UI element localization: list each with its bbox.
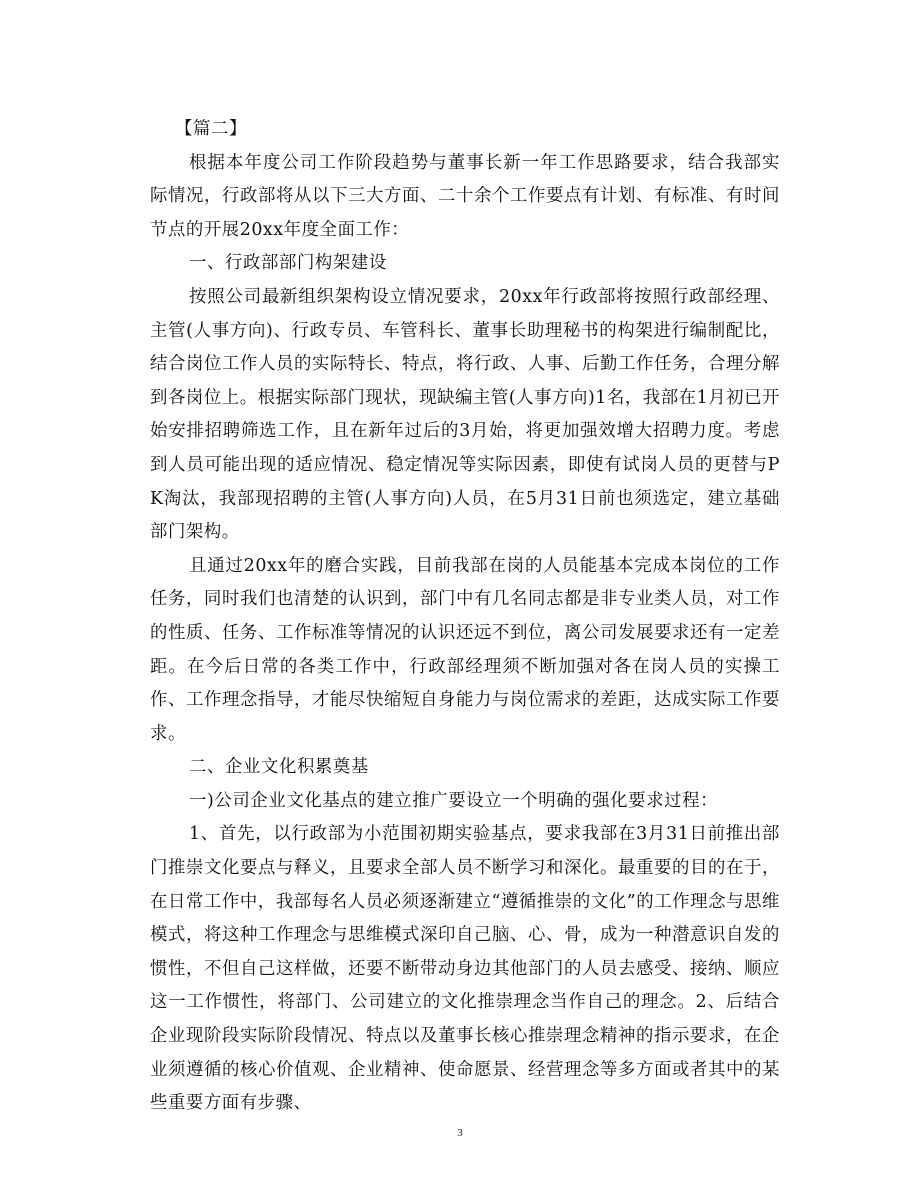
section-heading-culture: 二、企业文化积累奠基	[189, 757, 369, 778]
culture-paragraph: 1、首先，以行政部为小范围初期实验基点，要求我部在3月31日前推出部门推崇文化要点与释义，且要求全部人员不断学习和深化。最重要的目的在于，在日常工作中，我部每名人员必须逐渐建立“遵循推崇的文化”的工作理念与思维模式，将这种工作理念与思维模式深印自己脑、心、骨，成为一种潜意识自发的惯性，不但自己这样做，还要不断带动身边其他部门的人员去感受、接纳、顺应这一工作惯性，将部门、公司建立的文化推崇理念当作自己的理念。2、后结合企业现阶段实际阶段情况、特点以及董事长核心推崇理念精神的指示要求，在企业须遵循的核心价值观、企业精神、使命愿景、经营理念等多方面或者其中的某些重要方面有步骤、	[150, 824, 780, 1114]
intro-paragraph: 根据本年度公司工作阶段趋势与董事长新一年工作思路要求，结合我部实际情况，行政部将从以下三大方面、二十余个工作要点有计划、有标准、有时间节点的开展20xx年度全面工作：	[150, 152, 780, 240]
section-heading-structure: 一、行政部部门构架建设	[189, 253, 387, 274]
section-label: 【篇二】	[175, 119, 247, 139]
page-number: 3	[457, 1127, 463, 1139]
subsection-heading-culture-basis: 一)公司企业文化基点的建立推广要设立一个明确的强化要求过程：	[189, 790, 719, 811]
structure-paragraph: 按照公司最新组织架构设立情况要求，20xx年行政部将按照行政部经理、主管(人事方向)、行政专员、车管科长、董事长助理秘书的构架进行编制配比，结合岗位工作人员的实际特长、特点，将行政、人事、后勤工作任务，合理分解到各岗位上。根据实际部门现状，现缺编主管(人事方向)1名，我部在1月初已开始安排招聘筛选工作，且在新年过后的3月始，将更加强效增大招聘力度。考虑到人员可能出现的适应情况、稳定情况等实际因素，即使有试岗人员的更替与PK淘汰，我部现招聘的主管(人事方向)人员，在5月31日前也须选定，建立基础部门架构。	[150, 286, 780, 543]
practice-paragraph: 且通过20xx年的磨合实践，目前我部在岗的人员能基本完成本岗位的工作任务，同时我们也清楚的认识到，部门中有几名同志都是非专业类人员，对工作的性质、任务、工作标准等情况的认识还远不到位，离公司发展要求还有一定差距。在今后日常的各类工作中，行政部经理须不断加强对各在岗人员的实操工作、工作理念指导，才能尽快缩短自身能力与岗位需求的差距，达成实际工作要求。	[150, 555, 780, 744]
document-body	[150, 113, 780, 1121]
